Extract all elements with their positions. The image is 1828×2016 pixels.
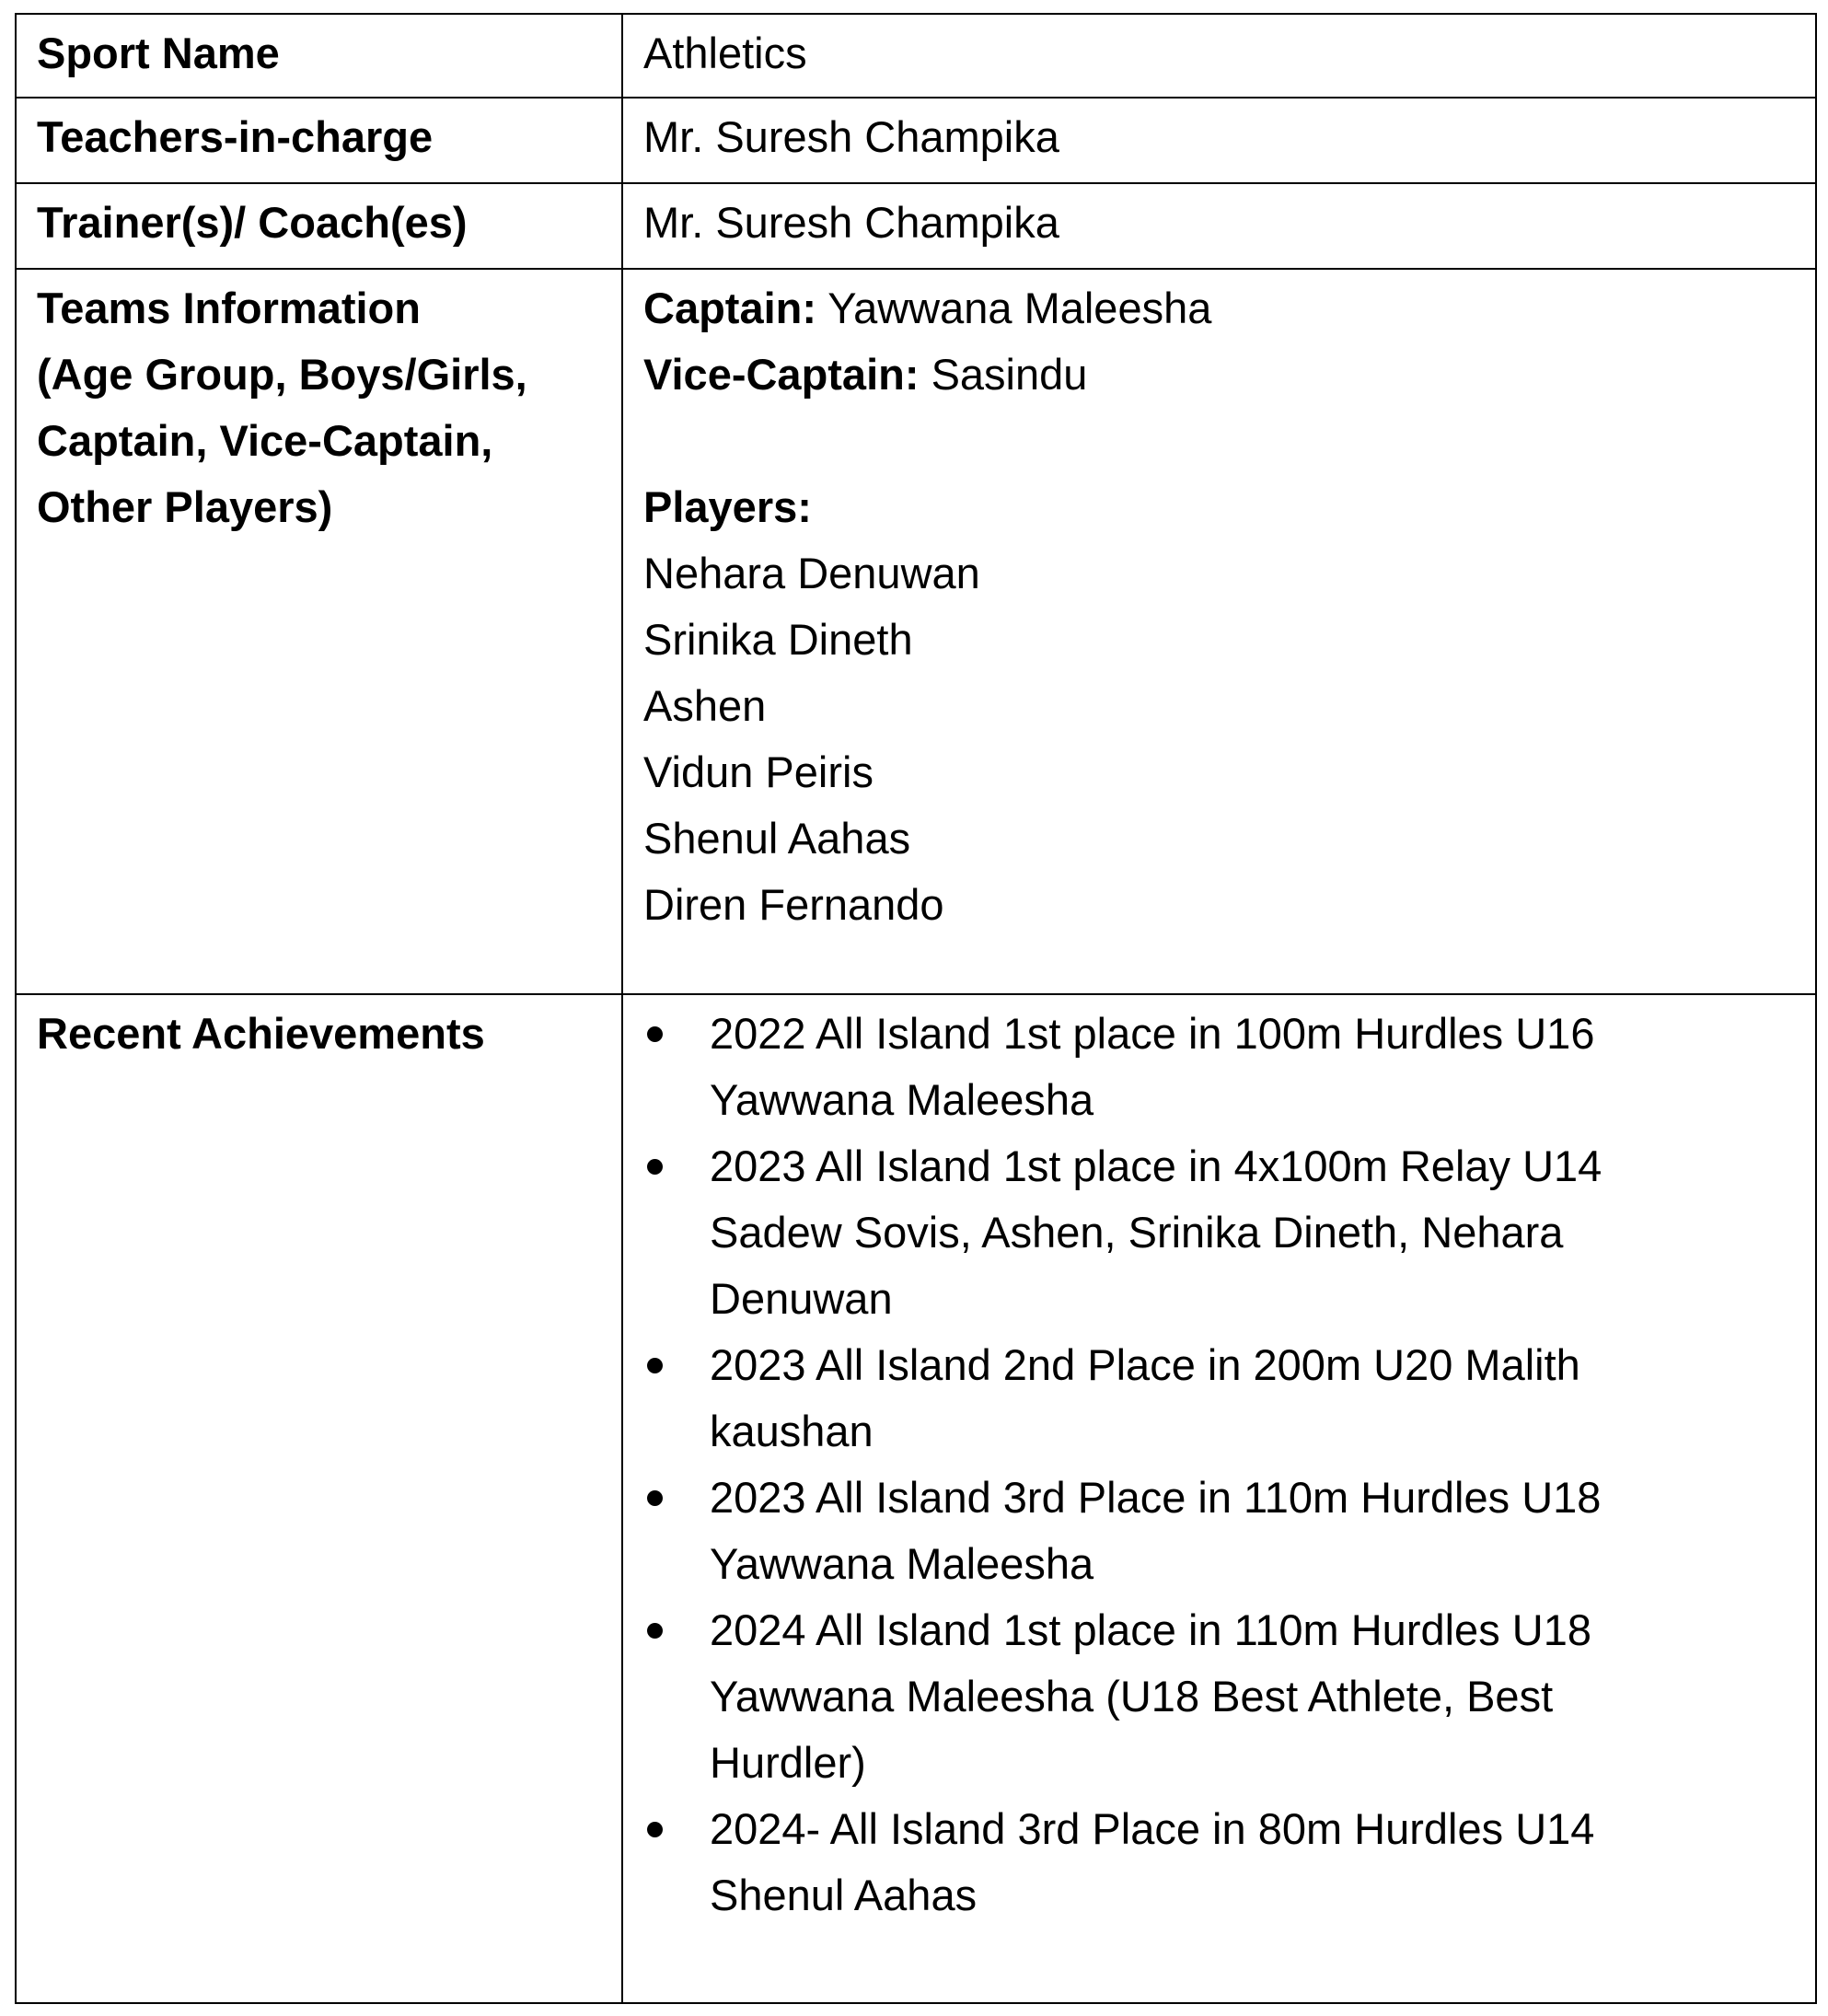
row-trainers-coaches: [16, 183, 1816, 269]
teams-label-line: (Age Group, Boys/Girls,: [37, 350, 527, 399]
teachers-value: Mr. Suresh Champika: [622, 98, 1816, 183]
achievement-item: [643, 1133, 1795, 1332]
achievement-text: 2022 All Island 1st place in 100m Hurdles U16 Yawwana Maleesha: [710, 1009, 1595, 1124]
achievement-text: 2023 All Island 3rd Place in 110m Hurdles U18 Yawwana Maleesha: [710, 1473, 1602, 1588]
captain-line: [643, 275, 1795, 342]
player-name: Shenul Aahas: [643, 814, 911, 863]
achievement-item: [643, 1597, 1795, 1796]
teams-label-line: Other Players): [37, 482, 333, 531]
achievements-value: [622, 994, 1816, 2003]
captain-name: Yawwana Maleesha: [827, 284, 1212, 332]
achievement-text: 2024- All Island 3rd Place in 80m Hurdles U14 Shenul Aahas: [710, 1804, 1595, 1919]
teachers-label: Teachers-in-charge: [16, 98, 622, 183]
bullet-icon: [647, 1623, 663, 1639]
achievement-text: 2024 All Island 1st place in 110m Hurdles U18 Yawwana Maleesha (U18 Best Athlete, Best Hurdler): [710, 1605, 1591, 1787]
row-teams-information: [16, 269, 1816, 994]
player-name: Nehara Denuwan: [643, 549, 980, 597]
teams-info-label: [16, 269, 622, 994]
sport-info-table: [15, 13, 1817, 2004]
achievement-item: [643, 1465, 1795, 1597]
player-name: Vidun Peiris: [643, 747, 874, 796]
bullet-icon: [647, 1490, 663, 1506]
vice-captain-name: Sasindu: [931, 350, 1088, 399]
captain-label: Captain:: [643, 284, 816, 332]
achievements-label: Recent Achievements: [16, 994, 622, 2003]
row-teachers-in-charge: [16, 98, 1816, 183]
achievements-list: [643, 1001, 1795, 1929]
player-name: Ashen: [643, 681, 767, 730]
vice-captain-label: Vice-Captain:: [643, 350, 920, 399]
player-name: Srinika Dineth: [643, 615, 913, 664]
trainers-value: Mr. Suresh Champika: [622, 183, 1816, 269]
bullet-icon: [647, 1822, 663, 1837]
achievement-item: [643, 1001, 1795, 1133]
achievement-text: 2023 All Island 2nd Place in 200m U20 Malith kaushan: [710, 1340, 1580, 1455]
bullet-icon: [647, 1026, 663, 1042]
player-name: Diren Fernando: [643, 880, 944, 929]
teams-info-value: [622, 269, 1816, 994]
achievement-item: [643, 1332, 1795, 1465]
vice-captain-line: [643, 342, 1795, 408]
achievement-item: [643, 1796, 1795, 1929]
players-label: Players:: [643, 482, 812, 531]
teams-label-line: Captain, Vice-Captain,: [37, 416, 493, 465]
row-sport-name: [16, 14, 1816, 98]
spacer: [643, 408, 1795, 474]
sport-name-label: Sport Name: [16, 14, 622, 98]
bullet-icon: [647, 1159, 663, 1175]
trainers-label: Trainer(s)/ Coach(es): [16, 183, 622, 269]
teams-label-line: Teams Information: [37, 284, 421, 332]
row-recent-achievements: [16, 994, 1816, 2003]
sport-name-value: Athletics: [622, 14, 1816, 98]
achievement-text: 2023 All Island 1st place in 4x100m Relay U14 Sadew Sovis, Ashen, Srinika Dineth, Nehara Denuwan: [710, 1141, 1602, 1323]
bullet-icon: [647, 1358, 663, 1373]
